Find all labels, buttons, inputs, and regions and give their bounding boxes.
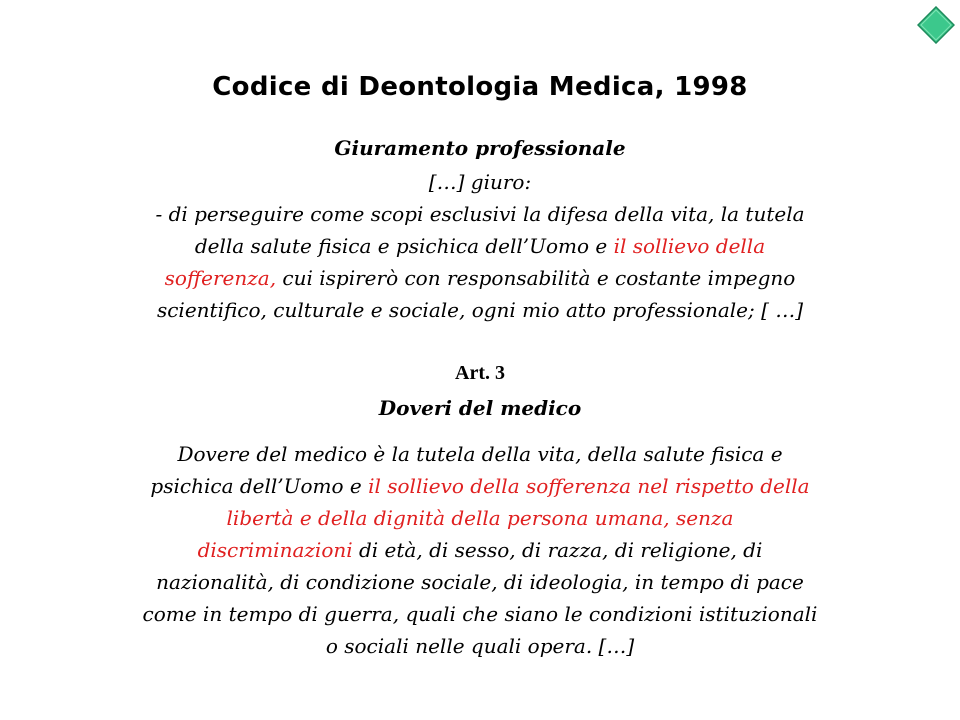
article-line-4-text: di età, di sesso, di razza, di religione, di — [352, 538, 763, 562]
oath-line-3-highlight: sofferenza, — [164, 266, 277, 290]
article-line-4 — [0, 538, 960, 562]
oath-line-3-text: cui ispirerò con responsabilità e costante impegno — [276, 266, 796, 290]
oath-line-2-text: della salute fisica e psichica dell’Uomo e — [194, 234, 614, 258]
oath-line-3 — [0, 266, 960, 290]
oath-heading: Giuramento professionale — [334, 136, 626, 160]
article-line-5: nazionalità, di condizione sociale, di ideologia, in tempo di pace — [156, 570, 804, 594]
diamond-nav-icon[interactable] — [917, 6, 955, 44]
article-line-7: o sociali nelle quali opera. […] — [325, 634, 635, 658]
article-heading: Doveri del medico — [378, 396, 582, 420]
article-line-2-highlight: il sollievo della sofferenza nel rispetto della — [368, 474, 810, 498]
oath-line-1: - di perseguire come scopi esclusivi la difesa della vita, la tutela — [155, 202, 805, 226]
article-line-3: libertà e della dignità della persona umana, senza — [226, 506, 734, 530]
oath-intro: […] giuro: — [428, 170, 532, 194]
oath-line-2 — [0, 234, 960, 258]
article-line-2-text: psichica dell’Uomo e — [150, 474, 369, 498]
oath-line-2-highlight: il sollievo della — [613, 234, 766, 258]
article-line-4-highlight: discriminazioni — [197, 538, 353, 562]
article-line-2 — [0, 474, 960, 498]
article-number: Art. 3 — [455, 362, 505, 384]
page-title: Codice di Deontologia Medica, 1998 — [212, 72, 748, 102]
article-line-6: come in tempo di guerra, quali che siano le condizioni istituzionali — [142, 602, 818, 626]
oath-line-4: scientifico, culturale e sociale, ogni mio atto professionale; [ …] — [156, 298, 804, 322]
article-line-1: Dovere del medico è la tutela della vita, della salute fisica e — [177, 442, 783, 466]
